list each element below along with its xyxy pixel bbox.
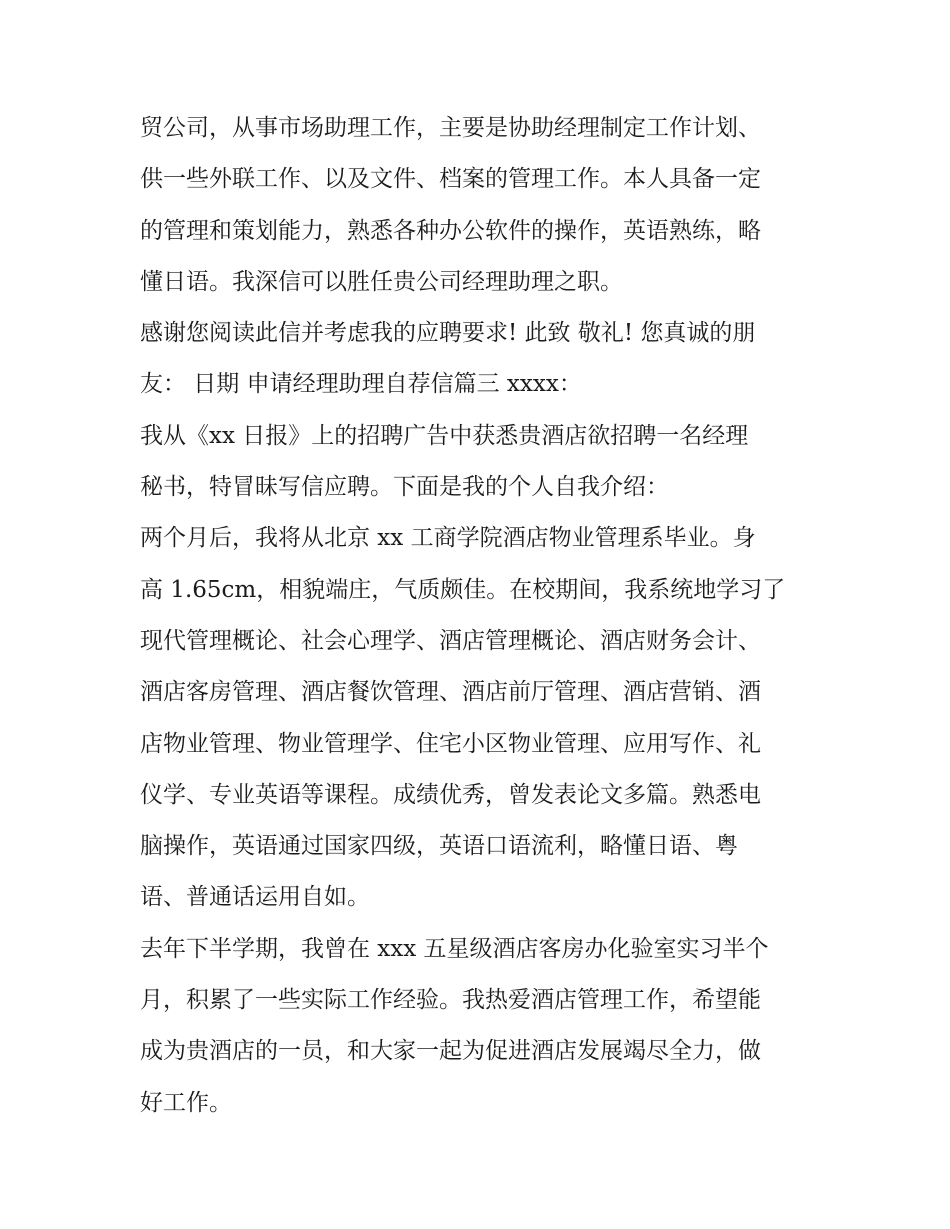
text-line: 脑操作，英语通过国家四级，英语口语流利，略懂日语、粤: [140, 833, 738, 860]
text-line: 秘书，特冒昧写信应聘。下面是我的个人自我介绍：: [140, 474, 669, 501]
text-line: 仪学、专业英语等课程。成绩优秀，曾发表论文多篇。熟悉电: [140, 781, 761, 808]
text-line: 贸公司，从事市场助理工作，主要是协助经理制定工作计划、: [140, 115, 761, 141]
text-line: 语、普通话运用自如。: [140, 884, 370, 911]
text-line: 店物业管理、物业管理学、住宅小区物业管理、应用写作、礼: [140, 730, 761, 757]
text-line: 酒店客房管理、酒店餐饮管理、酒店前厅管理、酒店营销、酒: [140, 679, 761, 706]
text-line: 去年下半学期，我曾在 xxx 五星级酒店客房办化验室实习半个: [140, 935, 769, 962]
text-line: 现代管理概论、社会心理学、酒店管理概论、酒店财务会计、: [140, 627, 761, 654]
text-line: 两个月后，我将从北京 xx 工商学院酒店物业管理系毕业。身: [140, 525, 756, 552]
text-line: 感谢您阅读此信并考虑我的应聘要求! 此致 敬礼! 您真诚的朋: [140, 320, 756, 347]
text-line: 好工作。: [140, 1089, 232, 1116]
text-line: 供一些外联工作、以及文件、档案的管理工作。本人具备一定: [140, 166, 761, 193]
text-line: 的管理和策划能力，熟悉各种办公软件的操作，英语熟练，略: [140, 217, 761, 244]
text-line: 友： 日期 申请经理助理自荐信篇三 xxxx：: [140, 371, 582, 398]
letter-body: [140, 103, 820, 1129]
text-line: 我从《xx 日报》上的招聘广告中获悉贵酒店欲招聘一名经理: [140, 422, 749, 449]
text-line: 高 1.65cm，相貌端庄，气质颇佳。在校期间，我系统地学习了: [140, 576, 786, 603]
text-line: 懂日语。我深信可以胜任贵公司经理助理之职。: [140, 268, 623, 295]
text-line: 成为贵酒店的一员，和大家一起为促进酒店发展竭尽全力，做: [140, 1038, 761, 1065]
text-line: 月，积累了一些实际工作经验。我热爱酒店管理工作，希望能: [140, 987, 761, 1014]
